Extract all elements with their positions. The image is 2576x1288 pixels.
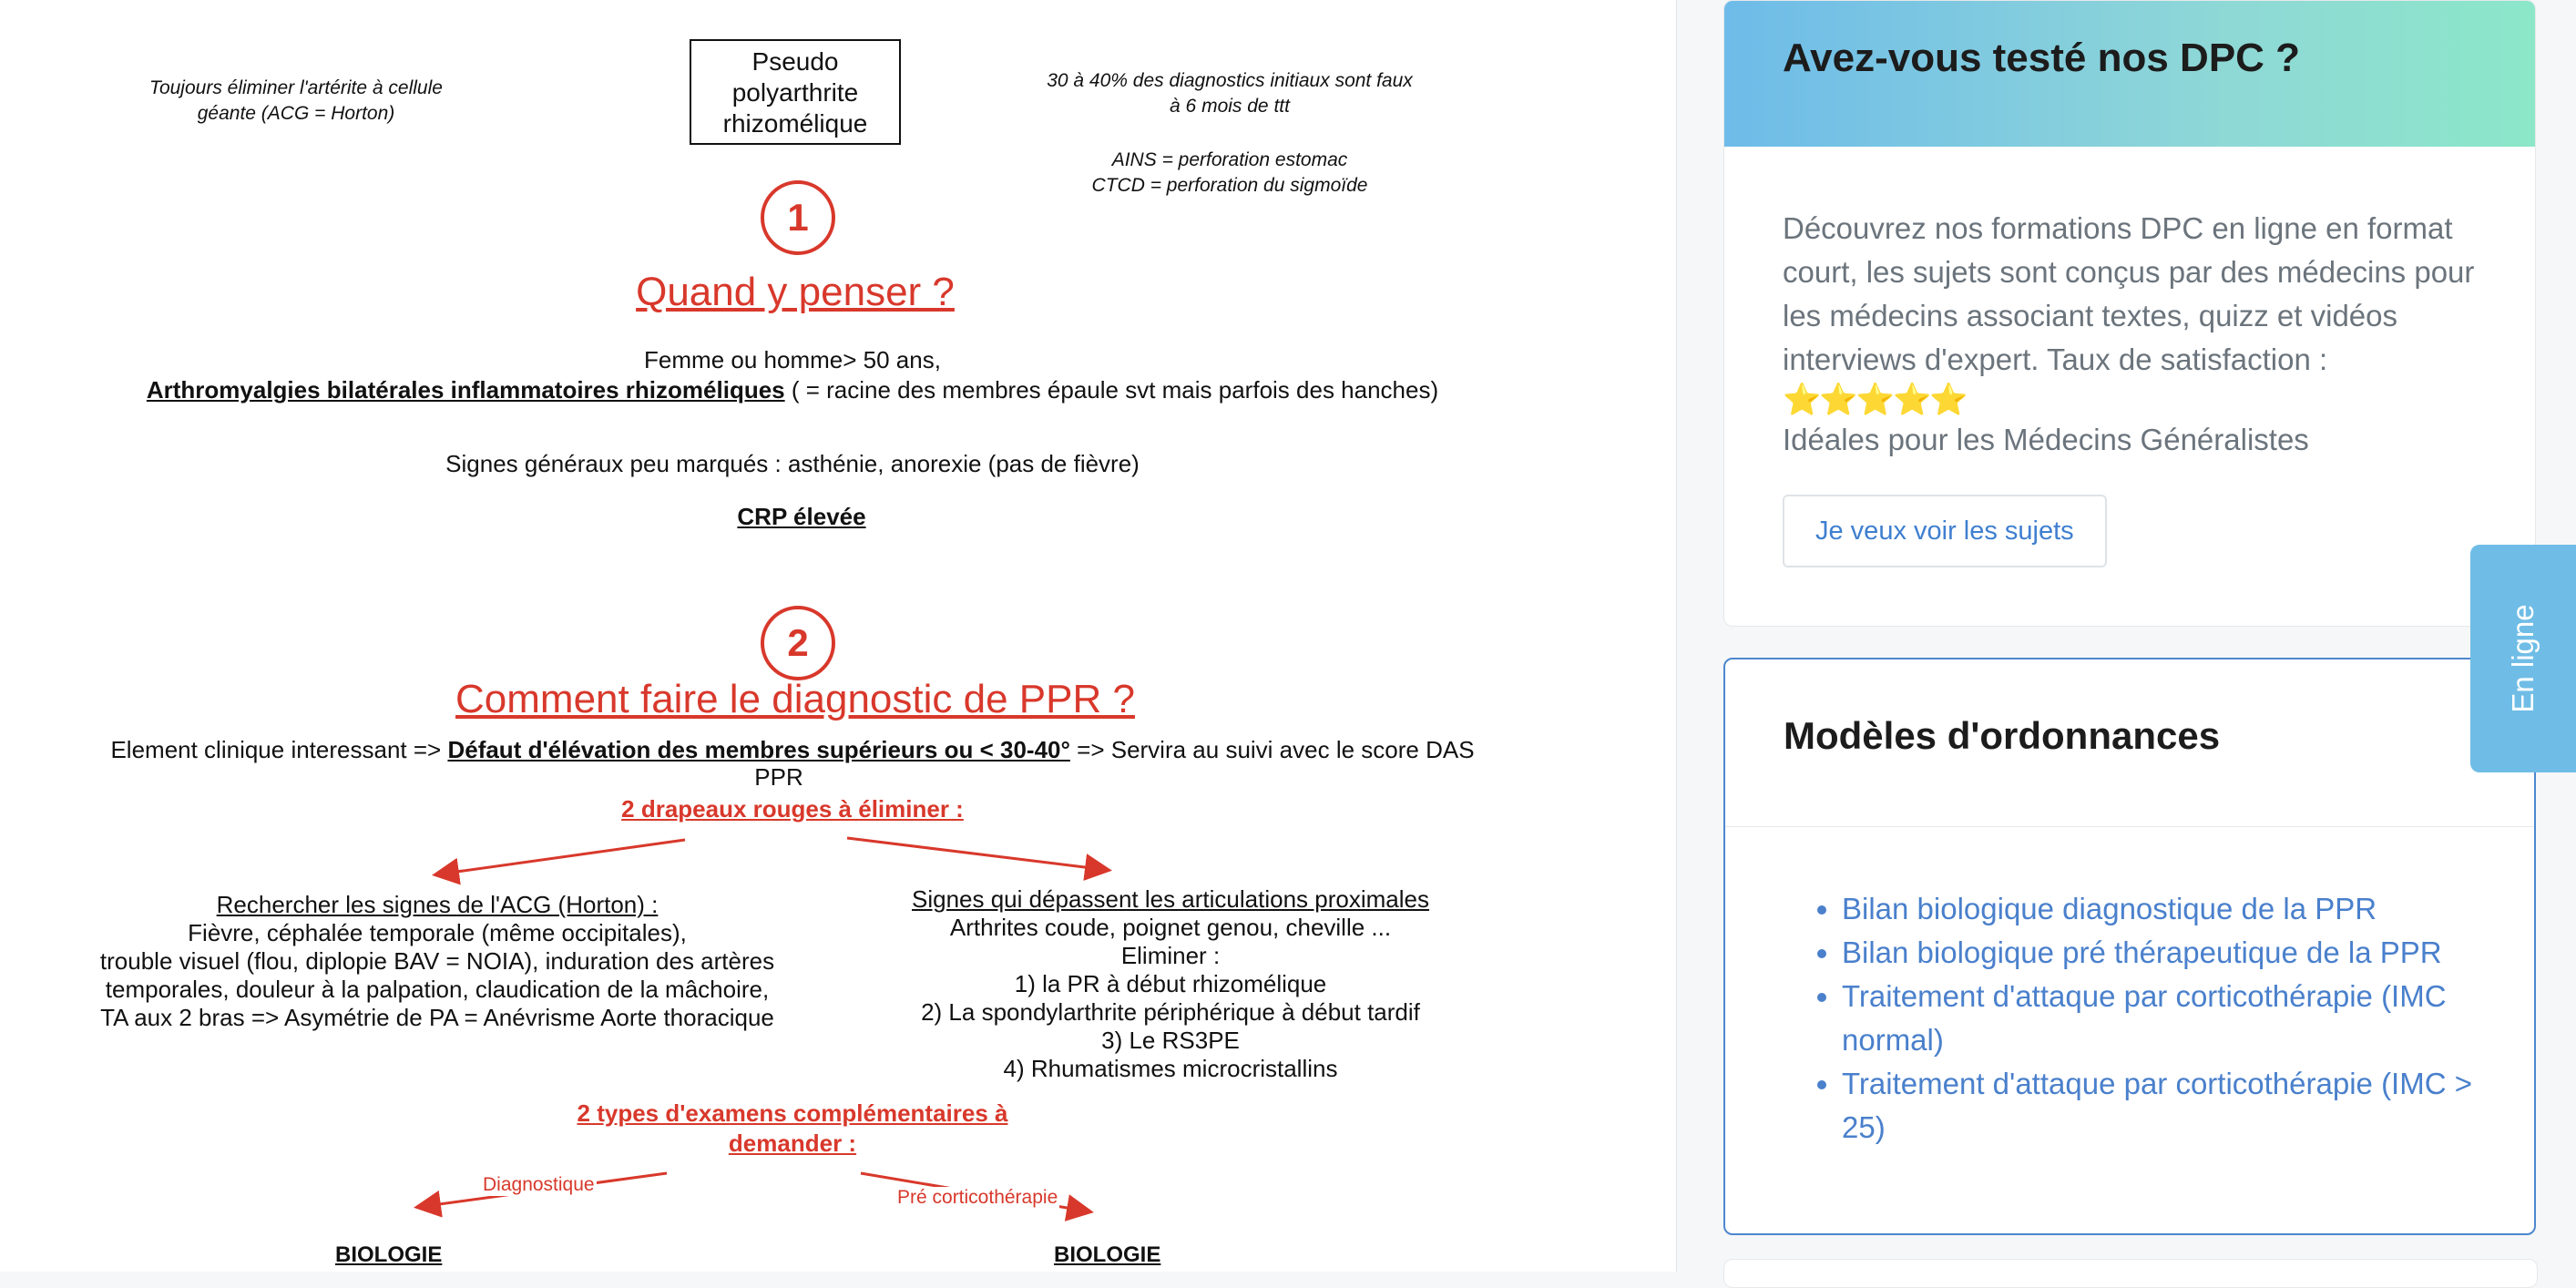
heading-line: 2 types d'examens complémentaires à xyxy=(577,1099,1008,1127)
column-line: temporales, douleur à la palpation, claudication de la mâchoire, xyxy=(105,976,770,1003)
dpc-description: Découvrez nos formations DPC en ligne en format court, les sujets sont conçus par des médecins pour les médecins associant textes, quizz et vidéos interviews d'expert. Taux de satisfaction : xyxy=(1783,211,2475,376)
column-title: Signes qui dépassent les articulations proximales xyxy=(912,885,1429,913)
dpc-card-body xyxy=(1724,147,2535,567)
prescription-link[interactable]: • Traitement d'attaque par corticothérapie (IMC normal) xyxy=(1842,975,2498,1062)
star-rating-icon: ⭐⭐⭐⭐⭐ xyxy=(1783,383,1967,417)
en-ligne-tab-label: En ligne xyxy=(2506,604,2540,713)
text-span: ( = racine des membres épaule svt mais parfois des hanches) xyxy=(784,376,1439,404)
step-number-badge: 2 xyxy=(761,606,835,680)
biologie-heading: BIOLOGIE xyxy=(335,1242,443,1267)
text-span: Element clinique interessant => xyxy=(110,736,448,763)
prescription-card-header xyxy=(1725,659,2534,827)
note-line: 30 à 40% des diagnostics initiaux sont faux xyxy=(1047,70,1413,91)
note-line: à 6 mois de ttt xyxy=(1170,96,1290,117)
box-title-line: rhizomélique xyxy=(722,109,868,138)
arrow-to-acg xyxy=(437,840,685,874)
column-line: TA aux 2 bras => Asymétrie de PA = Anévrisme Aorte thoracique xyxy=(100,1004,774,1031)
dpc-card-title: Avez-vous testé nos DPC ? xyxy=(1783,36,2301,80)
column-line: 3) Le RS3PE xyxy=(1101,1027,1240,1054)
emphasis-text: Défaut d'élévation des membres supérieurs ou < 30-40° xyxy=(447,736,1070,763)
dpc-card xyxy=(1723,0,2536,627)
column-line: trouble visuel (flou, diplopie BAV = NOIA), induration des artères xyxy=(99,947,775,975)
prescription-link[interactable]: • Bilan biologique pré thérapeutique de la PPR xyxy=(1842,931,2498,975)
en-ligne-tab[interactable] xyxy=(2470,545,2576,772)
arrow-label: Diagnostique xyxy=(483,1174,595,1195)
text-line: Signes généraux peu marqués : asthénie, anorexie (pas de fièvre) xyxy=(445,450,1140,477)
dpc-card-header xyxy=(1724,1,2535,147)
text-line: Femme ou homme> 50 ans, xyxy=(644,346,941,373)
prescription-link[interactable]: • Bilan biologique diagnostique de la PPR xyxy=(1842,887,2498,931)
text-line: PPR xyxy=(754,763,803,791)
arrow-to-proximal xyxy=(847,838,1107,870)
column-line: Fièvre, céphalée temporale (même occipitales), xyxy=(188,919,687,946)
prescription-templates-card xyxy=(1723,658,2536,1235)
section-title: Quand y penser ? xyxy=(636,270,955,314)
column-title: Rechercher les signes de l'ACG (Horton) : xyxy=(216,891,659,918)
emphasis-text: Arthromyalgies bilatérales inflammatoires rhizoméliques xyxy=(146,376,785,404)
note-line: CTCD = perforation du sigmoïde xyxy=(1091,175,1368,196)
box-title-line: Pseudo xyxy=(751,47,839,76)
red-flags-heading: 2 drapeaux rouges à éliminer : xyxy=(621,795,964,823)
section-title: Comment faire le diagnostic de PPR ? xyxy=(455,677,1135,721)
column-line: 4) Rhumatismes microcristallins xyxy=(1003,1055,1338,1082)
prescription-card-title: Modèles d'ordonnances xyxy=(1784,714,2221,757)
prescription-link[interactable]: • Traitement d'attaque par corticothérapie (IMC > 25) xyxy=(1842,1062,2498,1150)
box-title-line: polyarthrite xyxy=(731,78,859,107)
column-line: 2) La spondylarthrite périphérique à début tardif xyxy=(921,998,1420,1026)
see-subjects-button[interactable]: Je veux voir les sujets xyxy=(1783,495,2107,567)
note-line: AINS = perforation estomac xyxy=(1111,149,1348,170)
column-line: Arthrites coude, poignet genou, cheville ... xyxy=(949,914,1392,941)
note-acg: Toujours éliminer l'artérite à cellule géante (ACG = Horton) xyxy=(149,77,443,124)
prescription-list xyxy=(1725,827,2534,1150)
column-line: Eliminer : xyxy=(1120,942,1221,969)
step-number-badge: 1 xyxy=(761,180,835,255)
text-span: => Servira au suivi avec le score DAS xyxy=(1069,736,1475,763)
biologie-heading: BIOLOGIE xyxy=(1054,1242,1161,1267)
column-line: 1) la PR à début rhizomélique xyxy=(1014,970,1327,997)
arrow-label: Pré corticothérapie xyxy=(897,1187,1058,1208)
heading-line: demander : xyxy=(728,1130,857,1157)
next-card xyxy=(1723,1259,2538,1288)
dpc-target-audience: Idéales pour les Médecins Généralistes xyxy=(1783,423,2309,456)
crp-text: CRP élevée xyxy=(737,503,866,530)
